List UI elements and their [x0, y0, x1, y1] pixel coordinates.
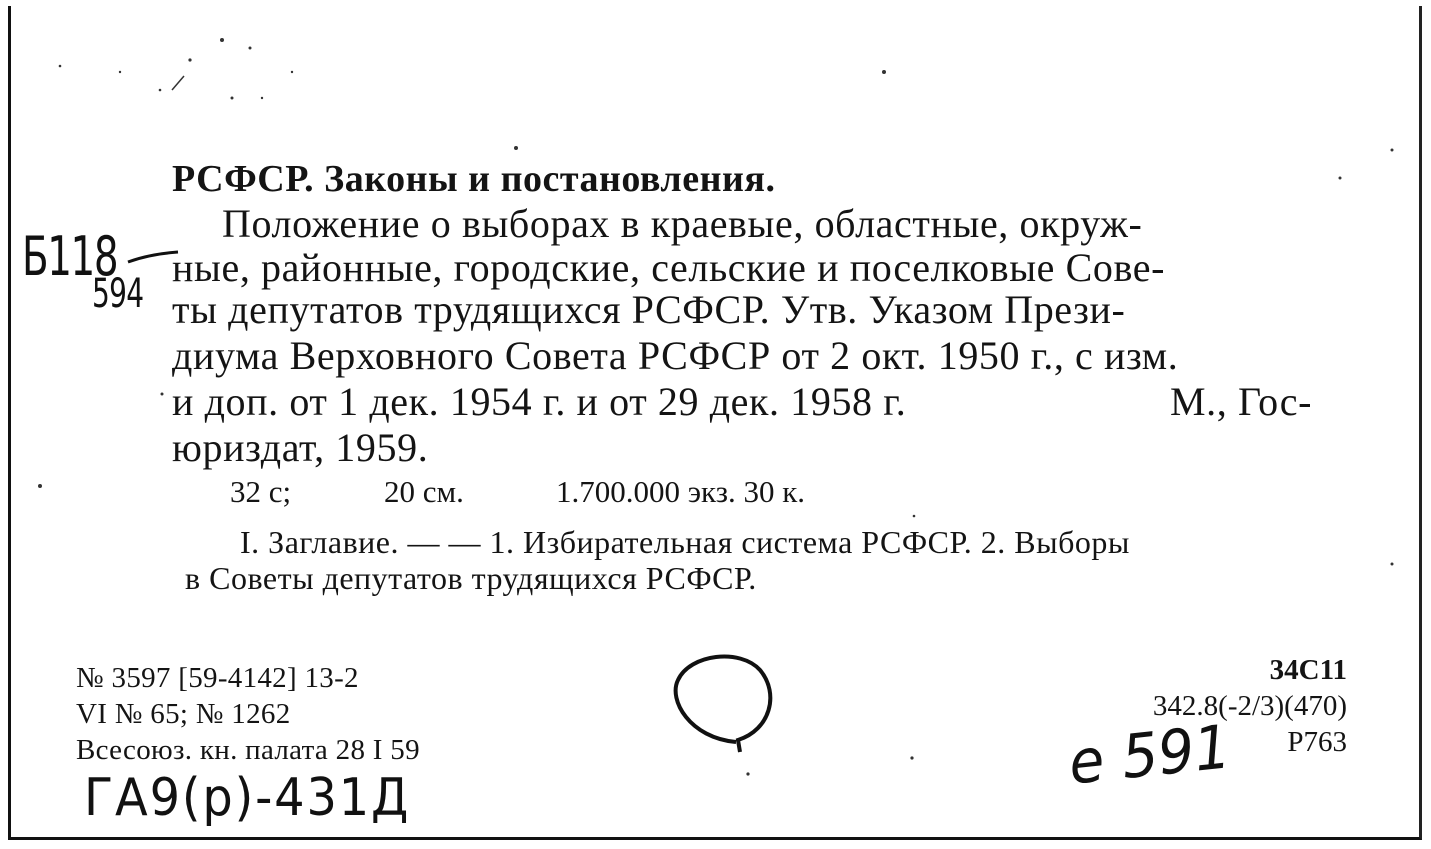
footer-left-line-2: VI № 65; № 1262 [76, 698, 291, 730]
card-heading: РСФСР. Законы и постановления. [172, 158, 776, 200]
udc-index: 342.8(-2/3)(470) [1152, 690, 1347, 722]
handwritten-cipher: е 591 [1065, 712, 1234, 799]
publisher-start: М., Гос- [1170, 379, 1313, 424]
tracing-line-1: I. Заглавие. — — 1. Избирательная система РСФСР. 2. Выборы [240, 524, 1130, 560]
body-line-3: ты депутатов трудящихся РСФСР. Утв. Указом Прези- [172, 287, 1126, 332]
collation-pages: 32 с; [230, 474, 292, 509]
footer-left-line-3: Всесоюз. кн. палата 28 I 59 [76, 734, 420, 766]
footer-left-line-1: № 3597 [59-4142] 13-2 [76, 662, 359, 694]
body-line-6: юриздат, 1959. [172, 425, 429, 470]
body-line-4: диума Верховного Совета РСФСР от 2 окт. 1950 г., с изм. [172, 333, 1179, 378]
classification-code: 34С11 [1269, 654, 1347, 686]
tracing-line-2: в Советы депутатов трудящихся РСФСР. [185, 560, 757, 596]
handwritten-shelf-mark-top: Б118 [22, 225, 118, 288]
body-line-5: и доп. от 1 дек. 1954 г. и от 29 дек. 1958 г. [172, 379, 907, 424]
punch-hole-icon [676, 657, 771, 752]
speck-marks [38, 38, 1394, 776]
body-line-2: ные, районные, городские, сельские и поселковые Сове- [172, 245, 1166, 290]
author-sign: Р763 [1287, 726, 1347, 758]
handwritten-shelf-mark-bottom: 594 [92, 271, 144, 317]
handwritten-inventory-number: ГА9(р)-431Д [84, 768, 411, 828]
collation-print-run: 1.700.000 экз. 30 к. [556, 474, 806, 509]
body-line-1: Положение о выборах в краевые, областные, окруж- [222, 201, 1143, 246]
shelf-mark-dash [128, 252, 178, 262]
collation-size: 20 см. [384, 474, 464, 509]
speck-stroke [172, 76, 184, 90]
